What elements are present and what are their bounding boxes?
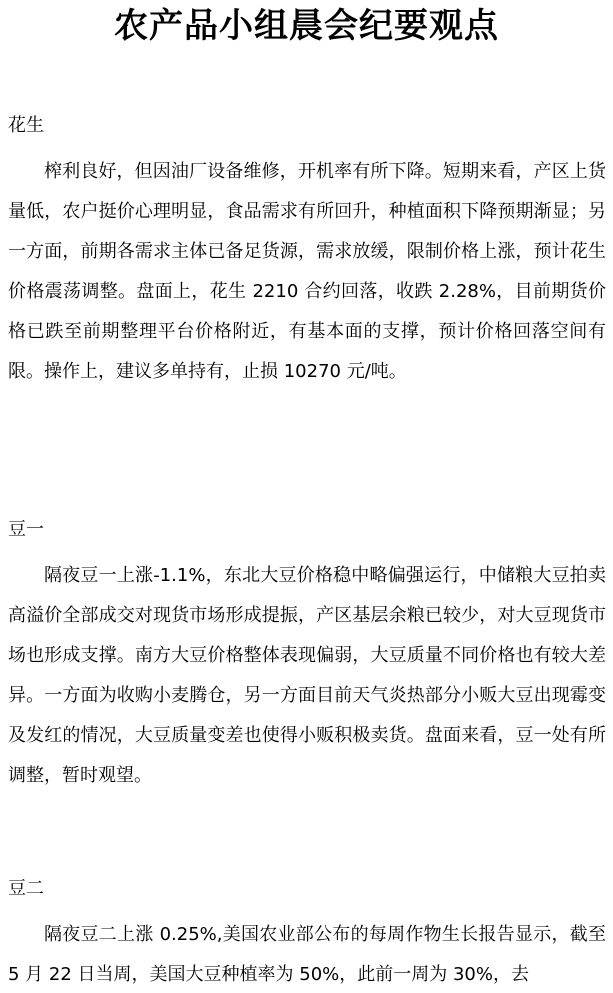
section-paragraph: 榨利良好，但因油厂设备维修，开机率有所下降。短期来看，产区上货量低，农户挺价心理明显，食品需求有所回升，种植面积下降预期渐显；另一方面，前期各需求主体已备足货源，需求放缓，限制价格上涨，预计花生价格震荡调整。盘面上，花生 2210 合约回落，收跌 2.28%，目前期货价格已跌至前期整理平台价格附近，有基本面的支撑，预计价格回落空间有限。操作上，建议多单持有，止损 10270 元/吨。	[8, 161, 606, 382]
section-paragraph: 隔夜豆一上涨-1.1%，东北大豆价格稳中略偏强运行，中储粮大豆拍卖高溢价全部成交对现货市场形成提振，产区基层余粮已较少，对大豆现货市场也形成支撑。南方大豆价格整体表现偏弱，大豆质量不同价格也有较大差异。一方面为收购小麦腾仓，另一方面目前天气炎热部分小贩大豆出现霉变及发红的情况，大豆质量变差也使得小贩积极卖货。盘面来看，豆一处有所调整，暂时观望。	[8, 565, 606, 786]
section-soybean-1	[8, 518, 606, 796]
section-soybean-2	[8, 877, 606, 993]
section-heading: 豆一	[8, 519, 44, 540]
section-peanut	[8, 114, 606, 392]
section-heading: 豆二	[8, 878, 44, 899]
section-heading: 花生	[8, 115, 44, 136]
section-paragraph: 隔夜豆二上涨 0.25%,美国农业部公布的每周作物生长报告显示，截至 5 月 22 日当周，美国大豆种植率为 50%，此前一周为 30%，去	[8, 924, 606, 985]
document-title: 农产品小组晨会纪要观点	[114, 6, 499, 46]
